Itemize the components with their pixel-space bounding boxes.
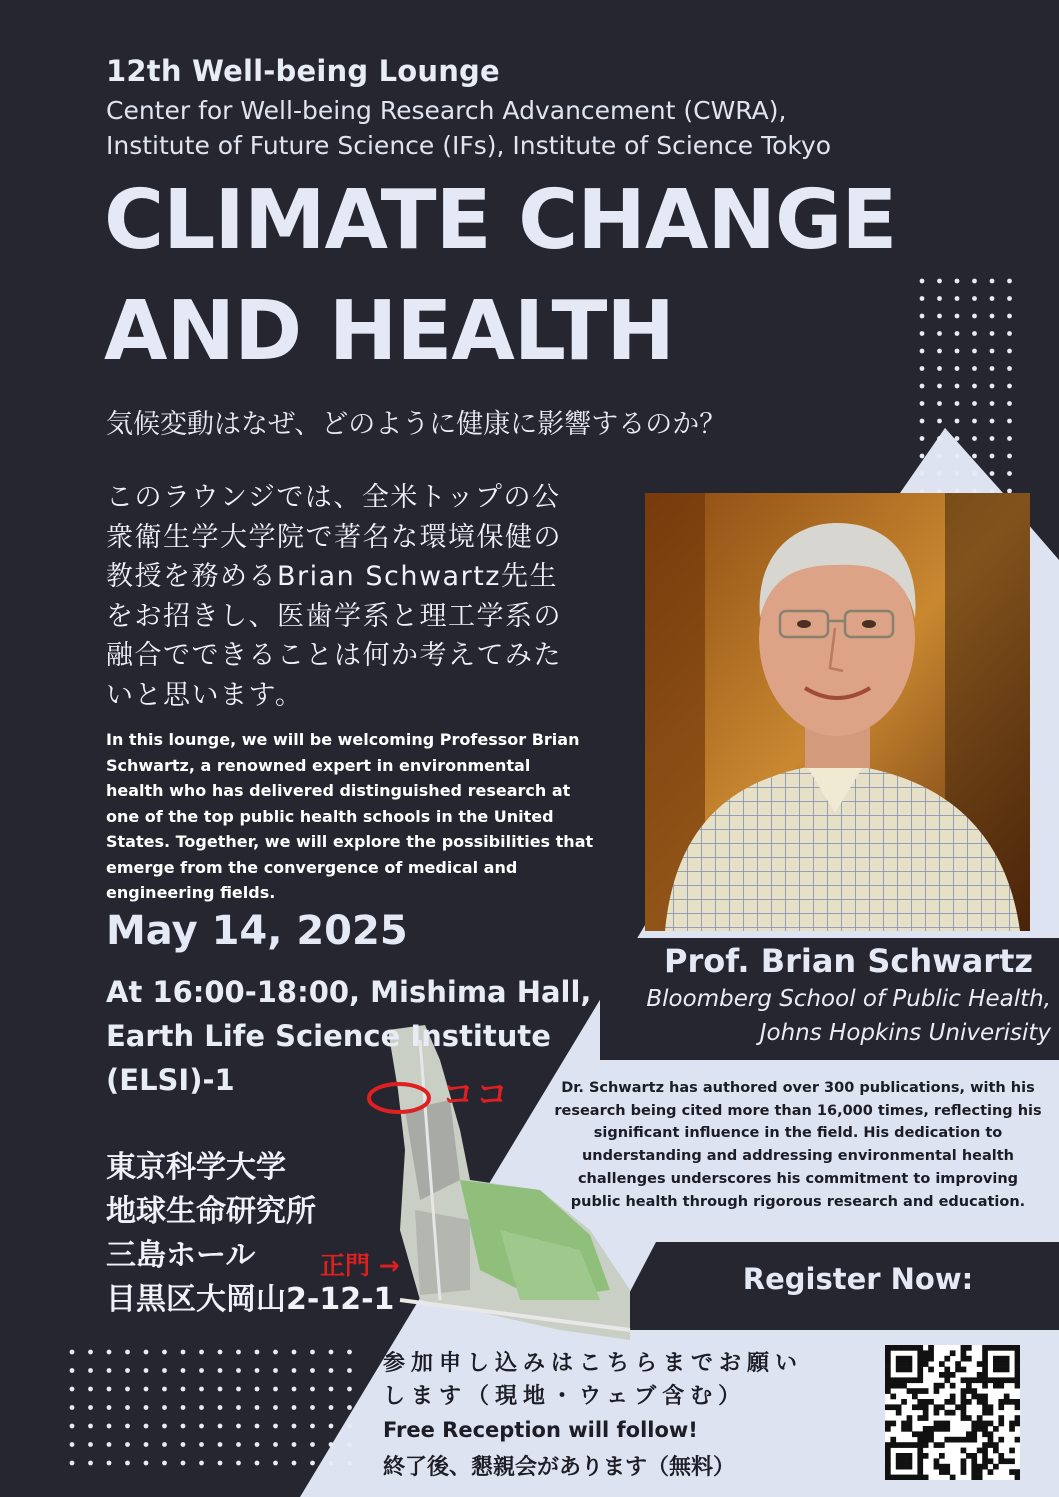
bio-line: significant influence in the field. His dedication to [593,1125,1003,1142]
description-en-line: Schwartz, a renowned expert in environmental [106,755,531,775]
description-en-line: emerge from the convergence of medical and [106,857,518,877]
apply-instructions-jp [383,1347,803,1413]
description-jp-line: 教授を務めるBrian Schwartz先生 [106,561,558,592]
venue-jp-line: 地球生命研究所 [106,1194,316,1229]
description-en [106,727,606,906]
speaker-affiliation-line1: Bloomberg School of Public Health, [646,986,1051,1012]
venue-line: Earth Life Science Institute [106,1019,551,1053]
venue-line: (ELSI)-1 [106,1063,235,1097]
event-venue [106,970,591,1102]
speaker-photo [645,493,1030,931]
bio-line: Dr. Schwartz has authored over 300 publications, with his [561,1080,1035,1096]
question-jp: 気候変動はなぜ、どのように健康に影響するのか？ [106,409,727,440]
dot-pattern-bottom [70,1350,352,1466]
description-jp-line: 融合でできることは何か考えてみた [106,640,562,671]
description-jp-line: をお招きし、医歯学系と理工学系の [106,600,562,632]
triangle-peak [900,428,1003,493]
bio-line: understanding and addressing environmental health [581,1148,1014,1165]
bio-line: challenges underscores his commitment to improving [577,1170,1019,1187]
description-en-line: States. Together, we will explore the possibilities that [106,832,594,851]
reception-en: Free Reception will follow! [383,1418,698,1442]
venue-jp-line: 目黒区大岡山2-12-1 [106,1282,395,1317]
description-en-line: health who has delivered distinguished research at [106,781,571,800]
reception-jp: 終了後、懇親会があります（無料） [383,1455,736,1480]
speaker-bio [548,1077,1048,1213]
event-venue-jp [106,1146,394,1322]
event-date: May 14, 2025 [106,908,408,954]
description-en-line: In this lounge, we will be welcoming Professor Brian [106,730,580,749]
apply-line: 参加申し込みはこちらまでお願い [383,1351,804,1376]
venue-line: At 16:00-18:00, Mishima Hall, [106,975,592,1009]
speaker-name: Prof. Brian Schwartz [664,942,1033,980]
venue-jp-line: 三島ホール [106,1238,256,1273]
venue-jp-line: 東京科学大学 [106,1150,286,1185]
description-jp-line: 衆衛生学大学院で著名な環境保健の [106,521,562,553]
lounge-title: 12th Well-being Lounge [106,54,500,88]
description-jp [106,478,606,715]
institute-name: Institute of Future Science (IFs), Institute of Science Tokyo [106,131,832,160]
description-en-line: one of the top public health schools in the United [106,806,554,826]
map-gate-label: 正門 → [320,1251,400,1280]
center-name: Center for Well-being Research Advancement (CWRA), [106,96,787,125]
apply-line: します（現地・ウェブ含む） [383,1384,747,1409]
bio-line: public health through rigorous research and education. [570,1193,1026,1210]
description-en-line: engineering fields. [106,883,276,902]
registration-qr-code[interactable] [885,1345,1020,1480]
bio-line: research being cited more than 16,000 times, reflecting his [554,1102,1042,1119]
description-jp-line: いと思います。 [106,679,304,711]
register-heading: Register Now: [742,1262,974,1296]
main-title-line1: CLIMATE CHANGE [104,173,897,268]
speaker-affiliation-line2: Johns Hopkins Univerisity [759,1020,1051,1046]
main-title-line2: AND HEALTH [104,284,675,379]
map-marker-label: ココ [442,1075,511,1113]
description-jp-line: このラウンジでは、全米トップの公 [106,482,561,513]
